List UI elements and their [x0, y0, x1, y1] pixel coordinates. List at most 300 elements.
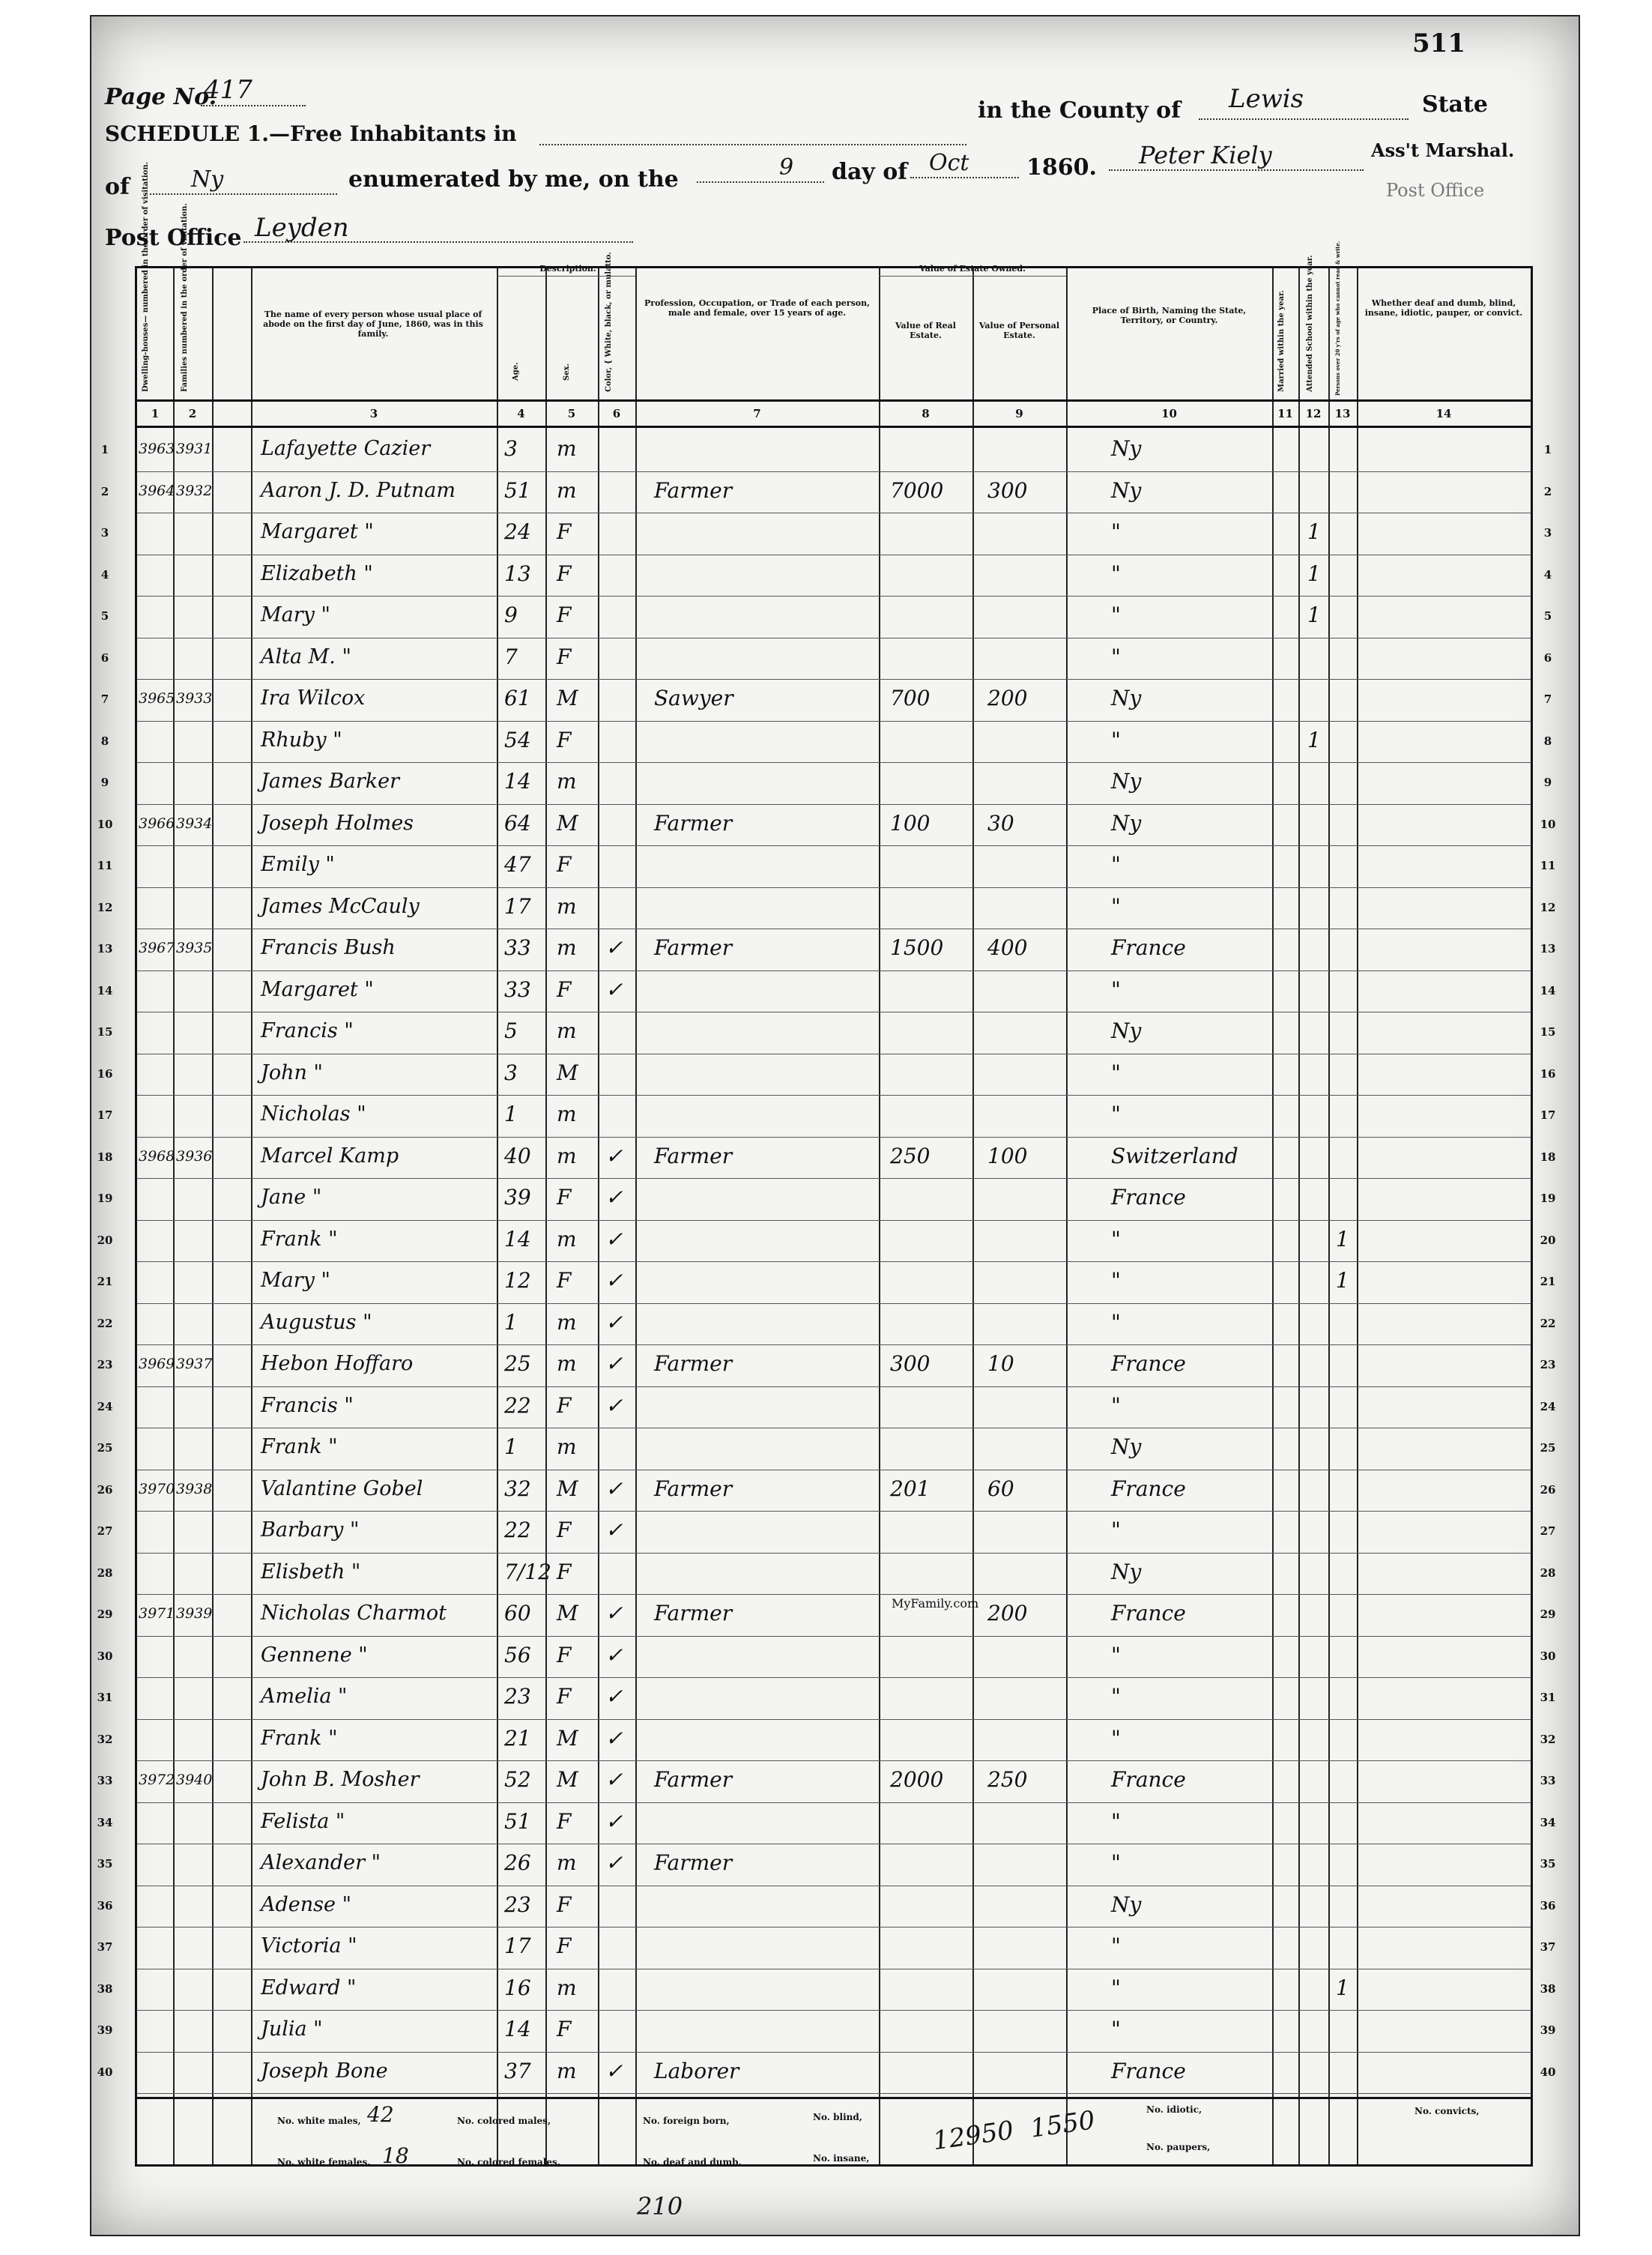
row-number-right: 10	[1540, 817, 1556, 831]
person-sex: m	[557, 1975, 577, 2000]
birth-place: Ny	[1111, 769, 1142, 794]
row-number-right: 36	[1540, 1898, 1556, 1913]
page-number-underline	[201, 105, 306, 106]
person-color-mark: ✓	[605, 1351, 623, 1376]
marshal-label: Ass't Marshal.	[1371, 139, 1515, 161]
person-sex: F	[557, 1892, 572, 1917]
row-number-right: 6	[1543, 650, 1552, 665]
person-color-mark: ✓	[605, 1185, 623, 1210]
white-males-label: No. white males,	[277, 2116, 361, 2126]
person-occupation: Farmer	[654, 1351, 733, 1376]
row-line	[137, 970, 1531, 971]
row-number-right: 31	[1540, 1691, 1556, 1704]
school-mark: 1	[1307, 519, 1321, 544]
person-color-mark: ✓	[605, 1476, 623, 1501]
day-value: 9	[779, 154, 794, 181]
row-number-right: 16	[1540, 1066, 1556, 1081]
row-number: 1	[100, 443, 109, 456]
col-num-12: 12	[1305, 407, 1322, 420]
person-name: Elisbeth "	[261, 1560, 361, 1584]
marshal-underline	[1109, 169, 1364, 171]
bottom-note: 210	[637, 2192, 683, 2221]
person-sex: F	[557, 1185, 572, 1210]
row-number: 16	[97, 1066, 113, 1081]
person-color-mark: ✓	[605, 1601, 623, 1625]
person-name: Margaret "	[261, 977, 374, 1001]
white-females-label: No. white females,	[277, 2157, 371, 2167]
personal-estate-value: 10	[987, 1351, 1014, 1376]
row-number-right: 13	[1540, 942, 1556, 956]
col-sep-9	[972, 268, 974, 2164]
paupers-label: No. paupers,	[1146, 2142, 1211, 2152]
row-number-right: 12	[1540, 900, 1556, 914]
birth-place: France	[1111, 1185, 1186, 1210]
person-name: Alexander "	[261, 1851, 381, 1874]
person-age: 17	[504, 893, 531, 919]
description-group-line	[497, 276, 635, 277]
family-number: 3940	[176, 1772, 213, 1788]
person-sex: m	[557, 1309, 577, 1335]
col-sep-6	[598, 268, 599, 2164]
state-value: Ny	[191, 166, 224, 193]
family-number: 3931	[176, 441, 213, 457]
illiterate-mark: 1	[1336, 1975, 1349, 2000]
row-number: 19	[97, 1192, 113, 1205]
birth-place: France	[1111, 2058, 1186, 2083]
row-number: 26	[97, 1482, 113, 1497]
row-line	[137, 471, 1531, 472]
birth-place: "	[1111, 1102, 1121, 1126]
person-sex: m	[557, 935, 577, 960]
person-color-mark: ✓	[605, 1268, 623, 1293]
person-age: 1	[504, 1309, 518, 1335]
family-number: 3939	[176, 1605, 213, 1622]
person-name: Amelia "	[261, 1685, 348, 1708]
col-head-14: Whether deaf and dumb, blind, insane, idiotic, pauper, or convict.	[1364, 298, 1523, 318]
row-number-right: 30	[1540, 1649, 1556, 1663]
person-sex: F	[557, 1933, 572, 1958]
deaf-dumb-label: No. deaf and dumb,	[643, 2157, 742, 2167]
row-line	[137, 1719, 1531, 1720]
row-number: 21	[97, 1275, 113, 1288]
dwelling-number: 3963	[139, 441, 175, 457]
person-sex: F	[557, 1268, 572, 1293]
person-age: 3	[504, 436, 518, 461]
family-number: 3938	[176, 1480, 213, 1497]
col-sep-4	[497, 268, 498, 2164]
row-number: 12	[97, 900, 113, 914]
real-estate-value: 2000	[890, 1767, 944, 1792]
person-age: 23	[504, 1684, 531, 1709]
row-number-right: 34	[1540, 1815, 1556, 1829]
dwelling-number: 3972	[139, 1772, 175, 1788]
person-name: Hebon Hoffaro	[261, 1352, 414, 1375]
row-line	[137, 1553, 1531, 1554]
colored-females-label: No. colored females,	[457, 2157, 560, 2167]
person-name: Mary "	[261, 1269, 330, 1292]
person-age: 33	[504, 935, 531, 960]
row-number: 40	[97, 2065, 113, 2079]
person-age: 21	[504, 1725, 531, 1751]
row-line	[137, 1178, 1531, 1179]
person-color-mark: ✓	[605, 1808, 623, 1834]
post-office-label: Post Office	[105, 225, 242, 251]
row-number-right: 4	[1543, 567, 1552, 582]
person-occupation: Farmer	[654, 1476, 733, 1501]
birth-place: "	[1111, 893, 1121, 919]
col-head-5: Sex.	[563, 363, 571, 381]
col-num-10: 10	[1161, 407, 1177, 420]
row-line	[137, 1220, 1531, 1221]
person-name: Ira Wilcox	[261, 686, 366, 710]
person-sex: F	[557, 1642, 572, 1667]
row-number-right: 21	[1540, 1275, 1556, 1288]
row-number-right: 26	[1540, 1482, 1556, 1497]
row-line	[137, 1261, 1531, 1262]
person-sex: F	[557, 1808, 572, 1834]
person-color-mark: ✓	[605, 1143, 623, 1168]
person-age: 5	[504, 1018, 518, 1043]
person-color-mark: ✓	[605, 935, 623, 960]
person-age: 32	[504, 1476, 531, 1501]
row-number-right: 3	[1543, 526, 1552, 540]
person-age: 16	[504, 1975, 531, 2000]
colored-males-label: No. colored males,	[457, 2116, 551, 2126]
birth-place: "	[1111, 644, 1121, 669]
person-age: 14	[504, 769, 531, 794]
birth-place: "	[1111, 976, 1121, 1002]
row-line	[137, 2010, 1531, 2011]
person-age: 40	[504, 1143, 531, 1168]
person-color-mark: ✓	[605, 976, 623, 1002]
person-age: 3	[504, 1060, 518, 1085]
row-number-right: 29	[1540, 1608, 1556, 1621]
month-value: Oct	[929, 150, 969, 176]
row-number-right: 20	[1540, 1233, 1556, 1247]
illiterate-mark: 1	[1336, 1226, 1349, 1252]
row-line	[137, 845, 1531, 846]
person-age: 1	[504, 1434, 518, 1459]
person-age: 13	[504, 561, 531, 586]
col-num-5: 5	[567, 407, 576, 420]
person-sex: m	[557, 436, 577, 461]
col-sep-3	[251, 268, 252, 2164]
col-num-7: 7	[753, 407, 761, 420]
row-line	[137, 1802, 1531, 1803]
real-estate-value: 300	[890, 1351, 931, 1376]
person-occupation: Farmer	[654, 1601, 733, 1625]
schedule-label: SCHEDULE 1.—Free Inhabitants in	[105, 121, 517, 146]
inhabitants-underline	[539, 144, 966, 145]
year-label: 1860.	[1026, 154, 1097, 181]
person-name: Elizabeth "	[261, 561, 373, 585]
col-num-13: 13	[1334, 407, 1351, 420]
person-sex: F	[557, 2017, 572, 2041]
row-line	[137, 679, 1531, 680]
col-head-8: Value of Real Estate.	[895, 321, 956, 340]
birth-place: "	[1111, 1808, 1121, 1834]
row-number: 3	[100, 526, 109, 540]
person-sex: F	[557, 1684, 572, 1709]
birth-place: "	[1111, 603, 1121, 627]
row-line	[137, 1760, 1531, 1761]
col-sep-8	[879, 268, 880, 2164]
person-age: 51	[504, 1808, 531, 1834]
person-sex: F	[557, 1392, 572, 1418]
col-num-14: 14	[1435, 407, 1452, 420]
row-number-right: 7	[1543, 692, 1552, 706]
person-name: Barbary "	[261, 1518, 360, 1542]
person-age: 22	[504, 1518, 531, 1542]
row-number: 11	[97, 859, 113, 872]
real-estate-value: 700	[890, 686, 931, 710]
post-office-value: Leyden	[255, 213, 349, 243]
col-num-3: 3	[369, 407, 378, 420]
col-head-4: Age.	[512, 362, 520, 381]
person-name: Valantine Gobel	[261, 1476, 423, 1500]
col-num-8: 8	[922, 407, 930, 420]
family-number: 3935	[176, 940, 213, 956]
person-name: Joseph Bone	[261, 2059, 388, 2083]
state-label: State	[1422, 91, 1488, 118]
row-number: 30	[97, 1649, 113, 1663]
row-number: 27	[97, 1524, 113, 1538]
birth-place: France	[1111, 1351, 1186, 1376]
col-num-6: 6	[612, 407, 621, 420]
col-sep-13	[1328, 268, 1330, 2164]
person-age: 17	[504, 1933, 531, 1958]
person-sex: M	[557, 810, 578, 836]
row-number-right: 27	[1540, 1524, 1556, 1538]
row-number-right: 23	[1540, 1358, 1556, 1371]
real-estate-value: 1500	[890, 935, 944, 960]
person-name: Mary "	[261, 603, 330, 627]
person-sex: F	[557, 1559, 572, 1584]
person-sex: m	[557, 1226, 577, 1252]
person-name: Francis "	[261, 1019, 354, 1042]
real-estate-value: 100	[890, 810, 931, 836]
row-number: 17	[97, 1108, 113, 1122]
row-number-right: 22	[1540, 1316, 1556, 1330]
person-color-mark: ✓	[605, 1518, 623, 1542]
school-mark: 1	[1307, 561, 1321, 586]
state-underline	[150, 193, 337, 195]
row-number: 23	[97, 1358, 113, 1371]
person-sex: F	[557, 1518, 572, 1542]
row-number: 37	[97, 1940, 113, 1954]
col-head-10: Place of Birth, Naming the State, Territory, or Country.	[1092, 306, 1247, 325]
page-number: 417	[204, 75, 252, 105]
birth-place: "	[1111, 1684, 1121, 1709]
person-occupation: Farmer	[654, 810, 733, 836]
col-head-6: Color, { White, black, or mulatto.	[605, 252, 613, 392]
col-head-2: Families numbered in the order of visitation.	[181, 203, 189, 392]
real-estate-value: 7000	[890, 477, 944, 503]
row-number: 15	[97, 1025, 113, 1039]
col-sep-7	[635, 268, 637, 2164]
birth-place: Ny	[1111, 477, 1142, 503]
person-age: 51	[504, 477, 531, 503]
page-stamp: 511	[1412, 28, 1465, 58]
person-age: 12	[504, 1268, 531, 1293]
person-occupation: Farmer	[654, 1143, 733, 1168]
day-label: day of	[832, 159, 908, 185]
col-num-11: 11	[1277, 407, 1293, 420]
row-number: 24	[97, 1399, 113, 1413]
person-age: 54	[504, 727, 531, 752]
person-age: 26	[504, 1850, 531, 1875]
birth-place: France	[1111, 1476, 1186, 1501]
person-sex: m	[557, 1850, 577, 1875]
person-occupation: Laborer	[654, 2058, 739, 2083]
birth-place: "	[1111, 1850, 1121, 1875]
person-occupation: Farmer	[654, 935, 733, 960]
header-bottom-line	[137, 399, 1531, 402]
insane-label: No. insane,	[813, 2153, 870, 2164]
person-age: 60	[504, 1601, 531, 1625]
estate-header: Value of Estate Owned.	[919, 264, 1026, 274]
post-office-right-label: Post Office	[1386, 180, 1485, 201]
day-underline	[697, 181, 824, 183]
illiterate-mark: 1	[1336, 1268, 1349, 1293]
person-age: 52	[504, 1767, 531, 1792]
row-number-right: 33	[1540, 1774, 1556, 1787]
person-name: John "	[261, 1060, 323, 1084]
row-number-right: 18	[1540, 1150, 1556, 1164]
person-name: James McCauly	[261, 894, 420, 918]
person-age: 56	[504, 1642, 531, 1667]
birth-place: "	[1111, 1725, 1121, 1751]
white-females-value: 18	[382, 2143, 409, 2168]
col-sep-12	[1298, 268, 1300, 2164]
personal-estate-value: 250	[987, 1767, 1028, 1792]
row-line	[137, 1677, 1531, 1678]
col-sep-14	[1357, 268, 1358, 2164]
person-age: 1	[504, 1102, 518, 1126]
personal-estate-value: 100	[987, 1143, 1028, 1168]
personal-estate-value: 300	[987, 477, 1028, 503]
col-num-9: 9	[1015, 407, 1023, 420]
foreign-born-label: No. foreign born,	[643, 2116, 730, 2126]
person-name: Nicholas Charmot	[261, 1602, 447, 1625]
person-name: Alta M. "	[261, 644, 351, 668]
person-sex: m	[557, 1434, 577, 1459]
row-number-right: 11	[1540, 859, 1556, 872]
row-number-right: 24	[1540, 1399, 1556, 1413]
person-name: Rhuby "	[261, 728, 342, 752]
person-name: Margaret "	[261, 520, 374, 543]
person-name: Frank "	[261, 1227, 338, 1251]
person-name: James Barker	[261, 770, 400, 793]
birth-place: "	[1111, 1309, 1121, 1335]
school-mark: 1	[1307, 603, 1321, 627]
col-num-1: 1	[151, 407, 160, 420]
col-head-9: Value of Personal Estate.	[978, 321, 1060, 340]
birth-place: "	[1111, 1226, 1121, 1252]
col-head-1: Dwelling-houses— numbered in the order of visitation.	[142, 161, 150, 392]
person-sex: F	[557, 644, 572, 669]
dwelling-number: 3965	[139, 690, 175, 707]
person-color-mark: ✓	[605, 1767, 623, 1792]
post-office-underline	[243, 241, 633, 243]
family-number: 3934	[176, 815, 213, 832]
col-sep-11	[1272, 268, 1274, 2164]
person-color-mark: ✓	[605, 1850, 623, 1875]
person-name: Lafayette Cazier	[261, 437, 431, 460]
row-number: 9	[100, 776, 109, 789]
birth-place: "	[1111, 561, 1121, 586]
row-line	[137, 1095, 1531, 1096]
row-line	[137, 1137, 1531, 1138]
person-sex: m	[557, 893, 577, 919]
dwelling-number: 3967	[139, 940, 175, 956]
row-line	[137, 1511, 1531, 1512]
row-number-right: 14	[1540, 983, 1556, 997]
person-name: Aaron J. D. Putnam	[261, 478, 456, 502]
person-occupation: Farmer	[654, 1850, 733, 1875]
person-age: 23	[504, 1892, 531, 1917]
row-number-right: 28	[1540, 1566, 1556, 1580]
row-number-right: 37	[1540, 1940, 1556, 1954]
enumerated-label: enumerated by me, on the	[348, 166, 679, 193]
birth-place: France	[1111, 1601, 1186, 1625]
row-number: 32	[97, 1732, 113, 1746]
person-name: John B. Mosher	[261, 1768, 420, 1791]
row-number: 18	[97, 1150, 113, 1164]
row-number-right: 39	[1540, 2023, 1556, 2037]
birth-place: "	[1111, 1518, 1121, 1542]
row-number-right: 9	[1543, 776, 1552, 789]
person-name: Francis "	[261, 1393, 354, 1417]
personal-estate-total: 1550	[1028, 2105, 1097, 2144]
person-age: 37	[504, 2058, 531, 2083]
page-label: Page No.	[105, 84, 217, 110]
person-name: Augustus "	[261, 1310, 372, 1334]
person-name: Felista "	[261, 1809, 345, 1833]
of-label: of	[105, 174, 130, 200]
person-sex: M	[557, 1725, 578, 1751]
row-number: 8	[100, 734, 109, 748]
row-line	[137, 2093, 1531, 2094]
person-occupation: Farmer	[654, 477, 733, 503]
person-name: Adense "	[261, 1892, 351, 1916]
row-number: 29	[97, 1608, 113, 1621]
person-sex: m	[557, 1102, 577, 1126]
row-number-right: 1	[1543, 443, 1552, 456]
birth-place: "	[1111, 1642, 1121, 1667]
birth-place: Switzerland	[1111, 1143, 1238, 1168]
person-age: 14	[504, 2017, 531, 2041]
row-number: 4	[100, 567, 109, 582]
row-line	[137, 1636, 1531, 1637]
col-num-4: 4	[517, 407, 525, 420]
person-sex: M	[557, 1060, 578, 1085]
row-line	[137, 638, 1531, 639]
person-sex: F	[557, 603, 572, 627]
school-mark: 1	[1307, 727, 1321, 752]
family-number: 3937	[176, 1356, 213, 1372]
person-color-mark: ✓	[605, 1226, 623, 1252]
row-number: 34	[97, 1815, 113, 1829]
person-name: Emily "	[261, 853, 335, 876]
person-name: Edward "	[261, 1975, 357, 1999]
row-line	[137, 1386, 1531, 1387]
row-line	[137, 887, 1531, 888]
family-number: 3936	[176, 1147, 213, 1165]
person-age: 33	[504, 976, 531, 1002]
row-number: 14	[97, 983, 113, 997]
birth-place: France	[1111, 1767, 1186, 1792]
